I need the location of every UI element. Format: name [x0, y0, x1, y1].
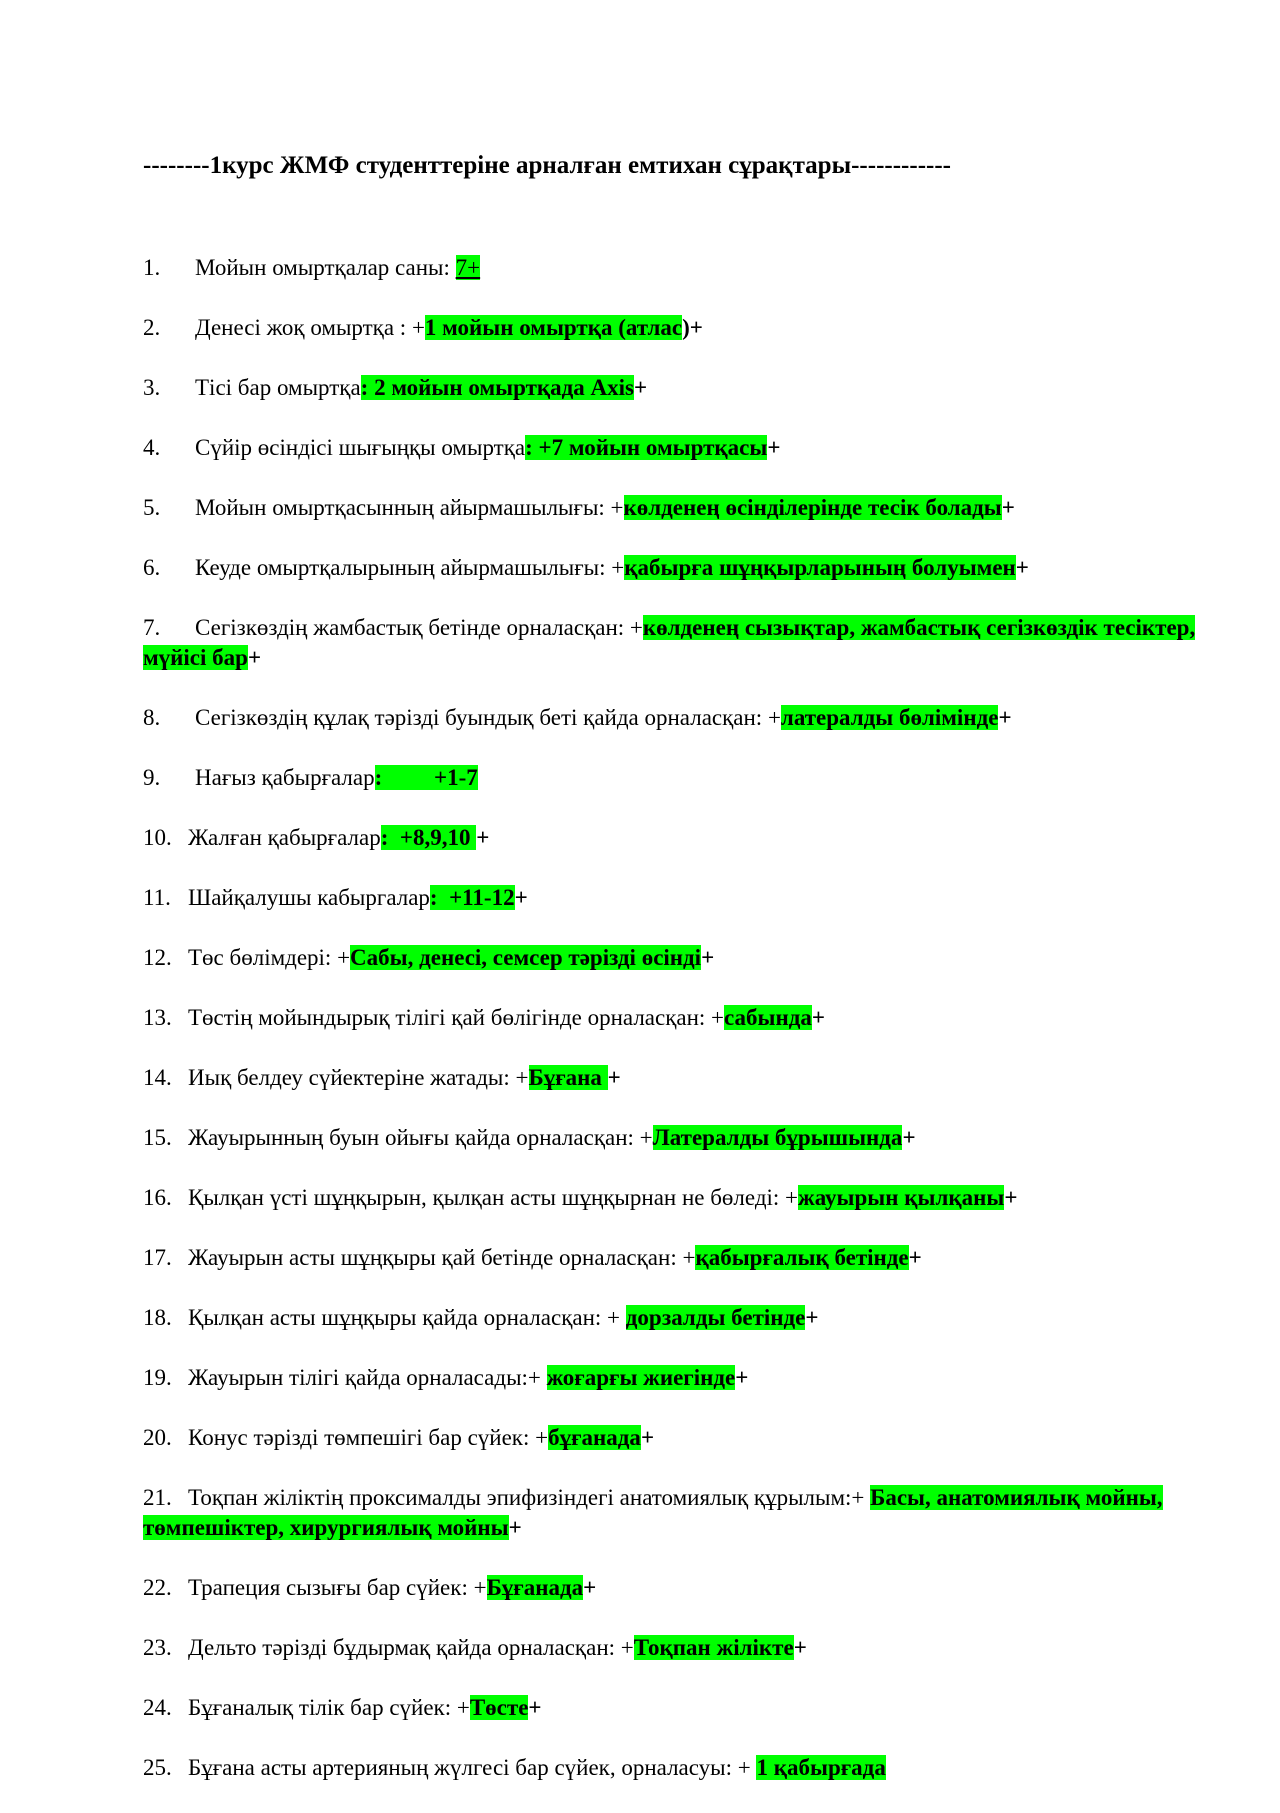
question-item — [143, 1363, 1218, 1393]
answer-suffix: + — [528, 1695, 542, 1720]
question-text: Иық белдеу сүйектеріне жатады: + — [188, 1065, 529, 1090]
answer-suffix: + — [701, 945, 715, 970]
question-number: 18. — [143, 1305, 172, 1330]
question-item — [143, 1423, 1218, 1453]
answer-highlight: көлденең сызықтар, жамбастық сегізкөздік тесіктер, мүйісі бар — [143, 615, 1196, 670]
question-number: 8. — [143, 705, 161, 730]
question-text: Жауырын тілігі қайда орналасады:+ — [188, 1365, 547, 1390]
question-item — [143, 1303, 1218, 1333]
question-number: 16. — [143, 1185, 172, 1210]
question-text: Трапеция сызығы бар сүйек: + — [188, 1575, 487, 1600]
question-number: 11. — [143, 885, 171, 910]
answer-highlight: бұғанада — [548, 1425, 641, 1450]
answer-suffix: + — [640, 1425, 655, 1450]
question-item — [143, 1123, 1218, 1153]
answer-highlight: дорзалды бетінде — [625, 1305, 806, 1330]
question-text: Нағыз қабырғалар — [195, 765, 375, 790]
answer-suffix: + — [998, 705, 1012, 730]
question-item — [143, 883, 1218, 913]
question-text: Сүйір өсіндісі шығыңқы омыртқа — [195, 435, 526, 460]
question-item — [143, 1003, 1218, 1033]
question-item — [143, 1633, 1218, 1663]
answer-highlight: : +8,9,10 — [380, 825, 477, 850]
question-item — [143, 1183, 1218, 1213]
question-text: Төстің мойындырық тілігі қай бөлігінде орналасқан: + — [188, 1005, 725, 1030]
question-number: 25. — [143, 1755, 172, 1780]
answer-highlight: Сабы, денесі, семсер тәрізді өсінді — [350, 945, 702, 970]
answer-highlight: көлденең өсінділерінде тесік болады — [623, 495, 1002, 520]
question-text: Сегізкөздің жамбастық бетінде орналасқан: + — [195, 615, 643, 640]
answer-highlight: : +11-12 — [429, 885, 515, 910]
question-item — [143, 553, 1218, 583]
answer-suffix: + — [811, 1005, 825, 1030]
question-text: Денесі жоқ омыртқа : + — [195, 315, 425, 340]
question-text: Бұғаналық тілік бар сүйек: + — [188, 1695, 470, 1720]
question-item — [143, 943, 1218, 973]
question-item — [143, 373, 1218, 403]
question-item — [143, 613, 1218, 673]
answer-highlight: Латералды бұрышында — [652, 1125, 903, 1150]
answer-highlight: Басы, анатомиялық мойны, төмпешіктер, хирургиялық мойны — [143, 1485, 1163, 1540]
answer-highlight: Төсте — [469, 1695, 529, 1720]
question-text: Дельто тәрізді бұдырмақ қайда орналасқан: + — [188, 1635, 634, 1660]
question-text: Тісі бар омыртқа — [195, 375, 361, 400]
question-item — [143, 1063, 1218, 1093]
answer-highlight: Бұғана — [528, 1065, 608, 1090]
answer-suffix: + — [607, 1065, 621, 1090]
answer-suffix: + — [908, 1245, 922, 1270]
question-item — [143, 1243, 1218, 1273]
question-text: Конус тәрізді төмпешігі бар сүйек: + — [188, 1425, 549, 1450]
question-number: 3. — [143, 375, 161, 400]
question-number: 15. — [143, 1125, 172, 1150]
question-text: Қылқан асты шұңқыры қайда орналасқан: + — [188, 1305, 626, 1330]
answer-suffix: + — [514, 885, 528, 910]
question-number: 1. — [143, 255, 161, 280]
question-item — [143, 703, 1218, 733]
question-list — [143, 253, 1218, 1813]
question-item — [143, 253, 1218, 283]
question-text: Кеуде омыртқалырының айырмашылығы: + — [195, 555, 625, 580]
answer-highlight: латералды бөлімінде — [780, 705, 999, 730]
question-number: 5. — [143, 495, 161, 520]
question-text: Төс бөлімдері: + — [188, 945, 351, 970]
question-item — [143, 1693, 1218, 1723]
answer-suffix: + — [583, 1575, 597, 1600]
question-item — [143, 1573, 1218, 1603]
answer-suffix: + — [902, 1125, 916, 1150]
question-number: 24. — [143, 1695, 172, 1720]
answer-highlight: 1 қабырғада — [756, 1755, 886, 1780]
question-text: Мойын омыртқасынның айырмашылығы: + — [195, 495, 624, 520]
answer-suffix: + — [793, 1635, 807, 1660]
answer-highlight: сабында — [724, 1005, 812, 1030]
answer-highlight: : 2 мойын омыртқада Axis — [360, 375, 634, 400]
question-number: 17. — [143, 1245, 172, 1270]
answer-highlight: қабырғалық бетінде — [695, 1245, 909, 1270]
question-number: 20. — [143, 1425, 172, 1450]
answer-suffix: + — [633, 375, 648, 400]
question-item — [143, 1753, 1218, 1783]
answer-suffix: )+ — [682, 315, 703, 340]
answer-suffix: + — [247, 645, 262, 670]
question-number: 19. — [143, 1365, 172, 1390]
answer-highlight: жауырын қылқаны — [798, 1185, 1005, 1210]
answer-suffix: + — [805, 1305, 819, 1330]
question-text: Қылқан үсті шұңқырын, қылқан асты шұңқырнан не бөледі: + — [188, 1185, 799, 1210]
answer-suffix: + — [508, 1515, 522, 1540]
question-number: 14. — [143, 1065, 172, 1090]
answer-highlight: қабырға шұңқырларының болуымен — [624, 555, 1016, 580]
answer-suffix: + — [1004, 1185, 1018, 1210]
answer-suffix: + — [767, 435, 781, 460]
question-text: Бұғана асты артерияның жүлгесі бар сүйек, орналасуы: + — [188, 1755, 757, 1780]
question-item — [143, 823, 1218, 853]
answer-suffix: + — [1015, 555, 1029, 580]
answer-suffix: + — [476, 825, 490, 850]
answer-highlight: : +1-7 — [374, 765, 478, 790]
question-number: 4. — [143, 435, 161, 460]
question-number: 2. — [143, 315, 161, 340]
question-text: Сегізкөздің құлақ тәрізді буындық беті қайда орналасқан: + — [195, 705, 781, 730]
question-text: Мойын омыртқалар саны: — [195, 255, 456, 280]
question-number: 13. — [143, 1005, 172, 1030]
question-text: Жалған қабырғалар — [188, 825, 381, 850]
answer-highlight: 7+ — [455, 255, 481, 280]
question-text: Жауырынның буын ойығы қайда орналасқан: + — [188, 1125, 653, 1150]
question-item — [143, 763, 1218, 793]
question-number: 12. — [143, 945, 172, 970]
page-title: --------1курс ЖМФ студенттеріне арналған емтихан сұрақтары------------ — [143, 152, 951, 179]
question-number: 10. — [143, 825, 172, 850]
answer-highlight: 1 мойын омыртқа (атлас — [424, 315, 683, 340]
question-number: 7. — [143, 615, 161, 640]
question-item — [143, 1483, 1218, 1543]
question-number: 22. — [143, 1575, 172, 1600]
question-item — [143, 433, 1218, 463]
question-text: Тоқпан жіліктің проксималды эпифизіндегі анатомиялық құрылым:+ — [188, 1485, 871, 1510]
question-number: 21. — [143, 1485, 172, 1510]
answer-highlight: : +7 мойын омыртқасы — [525, 435, 768, 460]
answer-highlight: жоғарғы жиегінде — [546, 1365, 736, 1390]
answer-suffix: + — [735, 1365, 749, 1390]
question-number: 23. — [143, 1635, 172, 1660]
question-item — [143, 313, 1218, 343]
question-number: 9. — [143, 765, 161, 790]
question-item — [143, 493, 1218, 523]
answer-suffix: + — [1001, 495, 1015, 520]
answer-highlight: Тоқпан жілікте — [633, 1635, 794, 1660]
answer-highlight: Бұғанада — [486, 1575, 584, 1600]
question-number: 6. — [143, 555, 161, 580]
question-text: Жауырын асты шұңқыры қай бетінде орналасқан: + — [188, 1245, 696, 1270]
question-text: Шайқалушы кабыргалар — [188, 885, 430, 910]
